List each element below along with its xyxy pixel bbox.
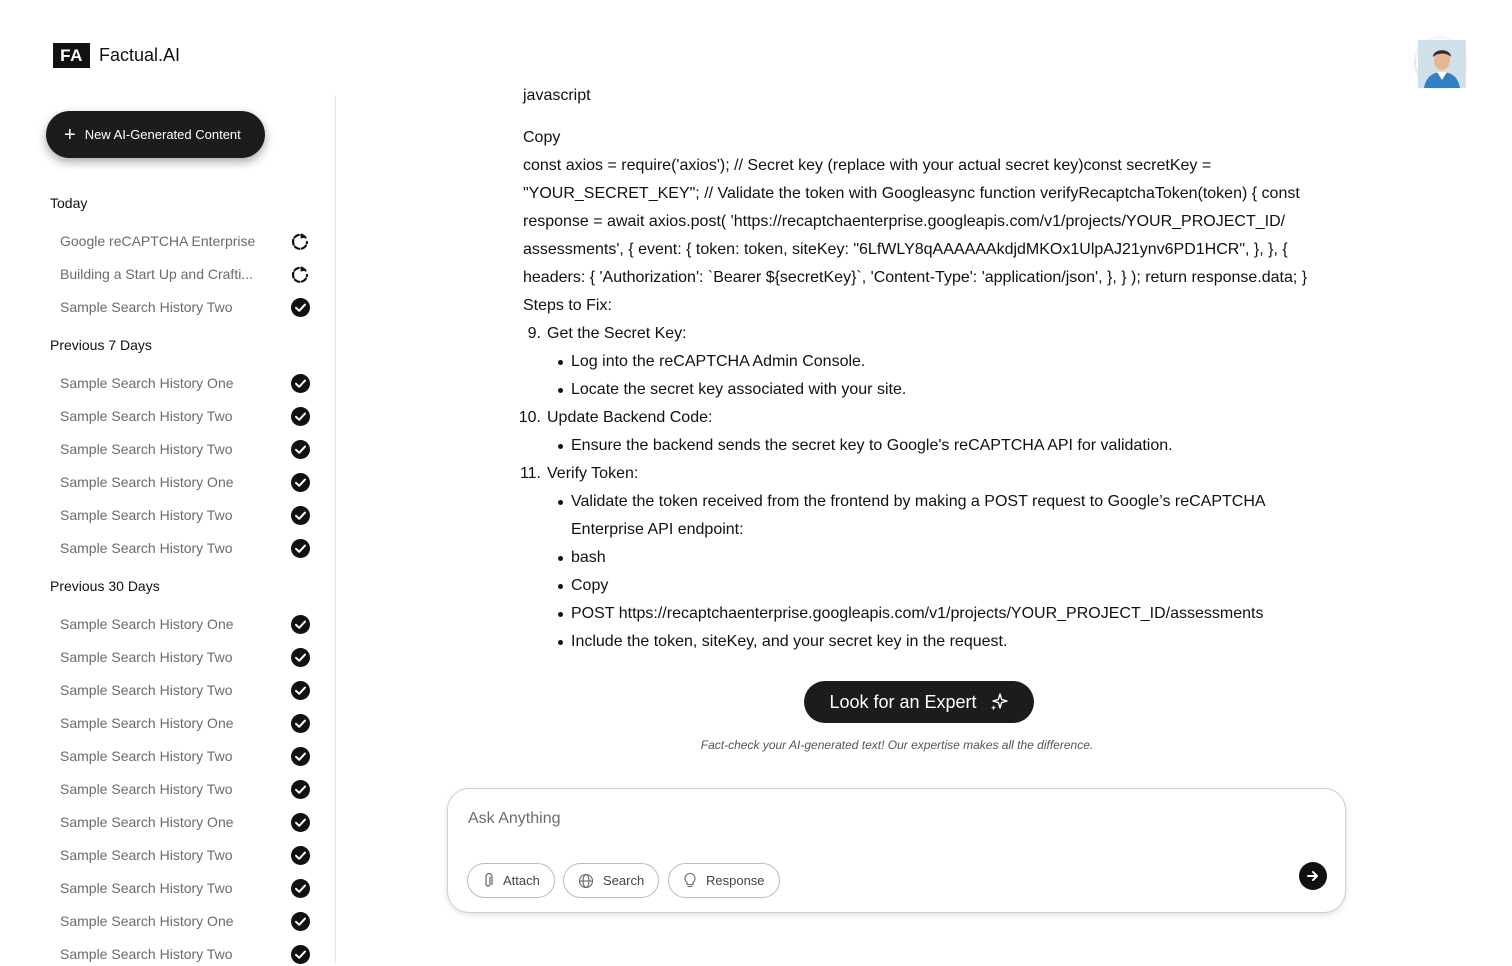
history-item[interactable] (60, 909, 310, 933)
check-circle-icon (290, 647, 310, 667)
check-circle-icon (290, 713, 310, 733)
history-item[interactable] (60, 645, 310, 669)
refresh-icon (290, 264, 310, 284)
step-bullet: POST https://recaptchaenterprise.googleapis.com/v1/projects/YOUR_PROJECT_ID/assessments (571, 600, 1283, 628)
history-item[interactable] (60, 843, 310, 867)
check-circle-icon (290, 472, 310, 492)
ask-input[interactable] (468, 807, 1288, 831)
history-item-label: Sample Search History Two (60, 847, 233, 863)
step-title: Verify Token: (547, 465, 639, 482)
history-item[interactable] (60, 437, 310, 461)
check-circle-icon (290, 373, 310, 393)
history-item[interactable] (60, 503, 310, 527)
history-item[interactable] (60, 229, 310, 253)
history-item[interactable] (60, 744, 310, 768)
history-item-label: Building a Start Up and Crafti... (60, 266, 253, 282)
copy-code-label[interactable]: Copy (523, 129, 561, 146)
history-item-label: Sample Search History Two (60, 507, 233, 523)
check-circle-icon (290, 439, 310, 459)
expert-button-label: Look for an Expert (829, 691, 977, 712)
step-bullet: Locate the secret key associated with your site. (571, 376, 1383, 404)
step-bullet: Copy (571, 572, 1283, 600)
step-bullet: bash (571, 544, 1283, 572)
logo-mark: FA (53, 43, 90, 68)
step-item (518, 404, 1383, 432)
code-line: headers: { 'Authorization': `Bearer ${secretKey}`, 'Content-Type': 'application/json', }, } ); return response.data; } (523, 269, 1308, 286)
logo[interactable] (53, 43, 180, 68)
check-circle-icon (290, 538, 310, 558)
steps-heading: Steps to Fix: (523, 297, 612, 314)
refresh-icon (290, 231, 310, 251)
history-item-label: Sample Search History One (60, 913, 234, 929)
history-item-label: Sample Search History Two (60, 408, 233, 424)
step-number: 9. (527, 325, 541, 342)
history-item-label: Sample Search History Two (60, 748, 233, 764)
code-line: "YOUR_SECRET_KEY"; // Validate the token with Googleasync function verifyRecaptchaToken(token) { const (523, 185, 1300, 202)
globe-icon (578, 873, 594, 889)
section-title: Previous 7 Days (50, 337, 152, 353)
history-item[interactable] (60, 777, 310, 801)
code-line: assessments', { event: { token: token, siteKey: "6LfWLY8qAAAAAAkdjdMKOx1UlpAJ21ynv6PD1HCR", }, }, { (523, 241, 1288, 258)
code-language: javascript (523, 87, 591, 104)
history-item-label: Sample Search History Two (60, 781, 233, 797)
check-circle-icon (290, 911, 310, 931)
step-item (523, 320, 1383, 348)
history-item[interactable] (60, 536, 310, 560)
history-item[interactable] (60, 404, 310, 428)
history-item-label: Sample Search History Two (60, 682, 233, 698)
history-item-label: Sample Search History One (60, 474, 234, 490)
history-item-label: Sample Search History Two (60, 649, 233, 665)
user-photo-icon (1418, 40, 1466, 88)
step-number: 11. (519, 465, 541, 482)
paperclip-icon (482, 873, 494, 889)
step-item (519, 460, 1383, 488)
history-item[interactable] (60, 876, 310, 900)
history-item[interactable] (60, 295, 310, 319)
step-bullet: Include the token, siteKey, and your secret key in the request. (571, 628, 1283, 656)
history-item[interactable] (60, 711, 310, 735)
step-bullet: Log into the reCAPTCHA Admin Console. (571, 348, 1383, 376)
code-line: const axios = require('axios'); // Secret key (replace with your actual secret key)const secretKey = (523, 157, 1212, 174)
check-circle-icon (290, 779, 310, 799)
section-title: Today (50, 195, 88, 211)
history-item[interactable] (60, 470, 310, 494)
attach-button[interactable] (467, 863, 555, 898)
check-circle-icon (290, 614, 310, 634)
app-name: Factual.AI (99, 45, 181, 65)
history-item[interactable] (60, 942, 310, 966)
history-item[interactable] (60, 612, 310, 636)
avatar[interactable] (1416, 38, 1464, 86)
step-title: Get the Secret Key: (547, 325, 687, 342)
search-label: Search (603, 873, 645, 888)
history-item[interactable] (60, 810, 310, 834)
history-item-label: Sample Search History Two (60, 299, 233, 315)
history-item[interactable] (60, 371, 310, 395)
sidebar (0, 95, 336, 963)
history-item-label: Sample Search History Two (60, 946, 233, 962)
check-circle-icon (290, 746, 310, 766)
arrow-right-icon (1306, 869, 1320, 883)
history-item-label: Sample Search History Two (60, 441, 233, 457)
composer (447, 788, 1346, 913)
step-bullet: Validate the token received from the frontend by making a POST request to Google’s reCAPTCHA Enterprise API endpoint: (571, 488, 1283, 544)
send-button[interactable] (1299, 862, 1327, 890)
step-number: 10. (518, 409, 541, 426)
plus-icon: + (64, 123, 76, 146)
history-item[interactable] (60, 678, 310, 702)
check-circle-icon (290, 812, 310, 832)
disclaimer-text: Fact-check your AI-generated text! Our expertise makes all the difference. (700, 738, 1094, 752)
lightbulb-icon (683, 872, 697, 889)
sparkle-icon (989, 692, 1009, 712)
history-item-label: Google reCAPTCHA Enterprise (60, 233, 256, 249)
look-for-expert-button[interactable] (804, 681, 1034, 723)
section-title: Previous 30 Days (50, 578, 160, 594)
check-circle-icon (290, 406, 310, 426)
attach-label: Attach (503, 873, 540, 888)
history-item-label: Sample Search History One (60, 715, 234, 731)
history-item-label: Sample Search History One (60, 814, 234, 830)
step-bullet: Ensure the backend sends the secret key to Google's reCAPTCHA API for validation. (571, 432, 1383, 460)
check-circle-icon (290, 680, 310, 700)
response-label: Response (706, 873, 765, 888)
history-item[interactable] (60, 262, 310, 286)
history-item-label: Sample Search History One (60, 375, 234, 391)
history-item-label: Sample Search History Two (60, 540, 233, 556)
response-content (518, 87, 1383, 656)
search-button[interactable] (563, 863, 659, 898)
check-circle-icon (290, 505, 310, 525)
check-circle-icon (290, 878, 310, 898)
new-content-label: New AI-Generated Content (84, 127, 241, 142)
history-item-label: Sample Search History One (60, 616, 234, 632)
check-circle-icon (290, 845, 310, 865)
step-title: Update Backend Code: (547, 409, 713, 426)
history-item-label: Sample Search History Two (60, 880, 233, 896)
new-content-button[interactable] (46, 111, 265, 158)
check-circle-icon (290, 944, 310, 964)
response-button[interactable] (668, 863, 780, 898)
check-circle-icon (290, 297, 310, 317)
code-line: response = await axios.post( 'https://recaptchaenterprise.googleapis.com/v1/projects/YOUR_PROJECT_ID/ (523, 213, 1286, 230)
